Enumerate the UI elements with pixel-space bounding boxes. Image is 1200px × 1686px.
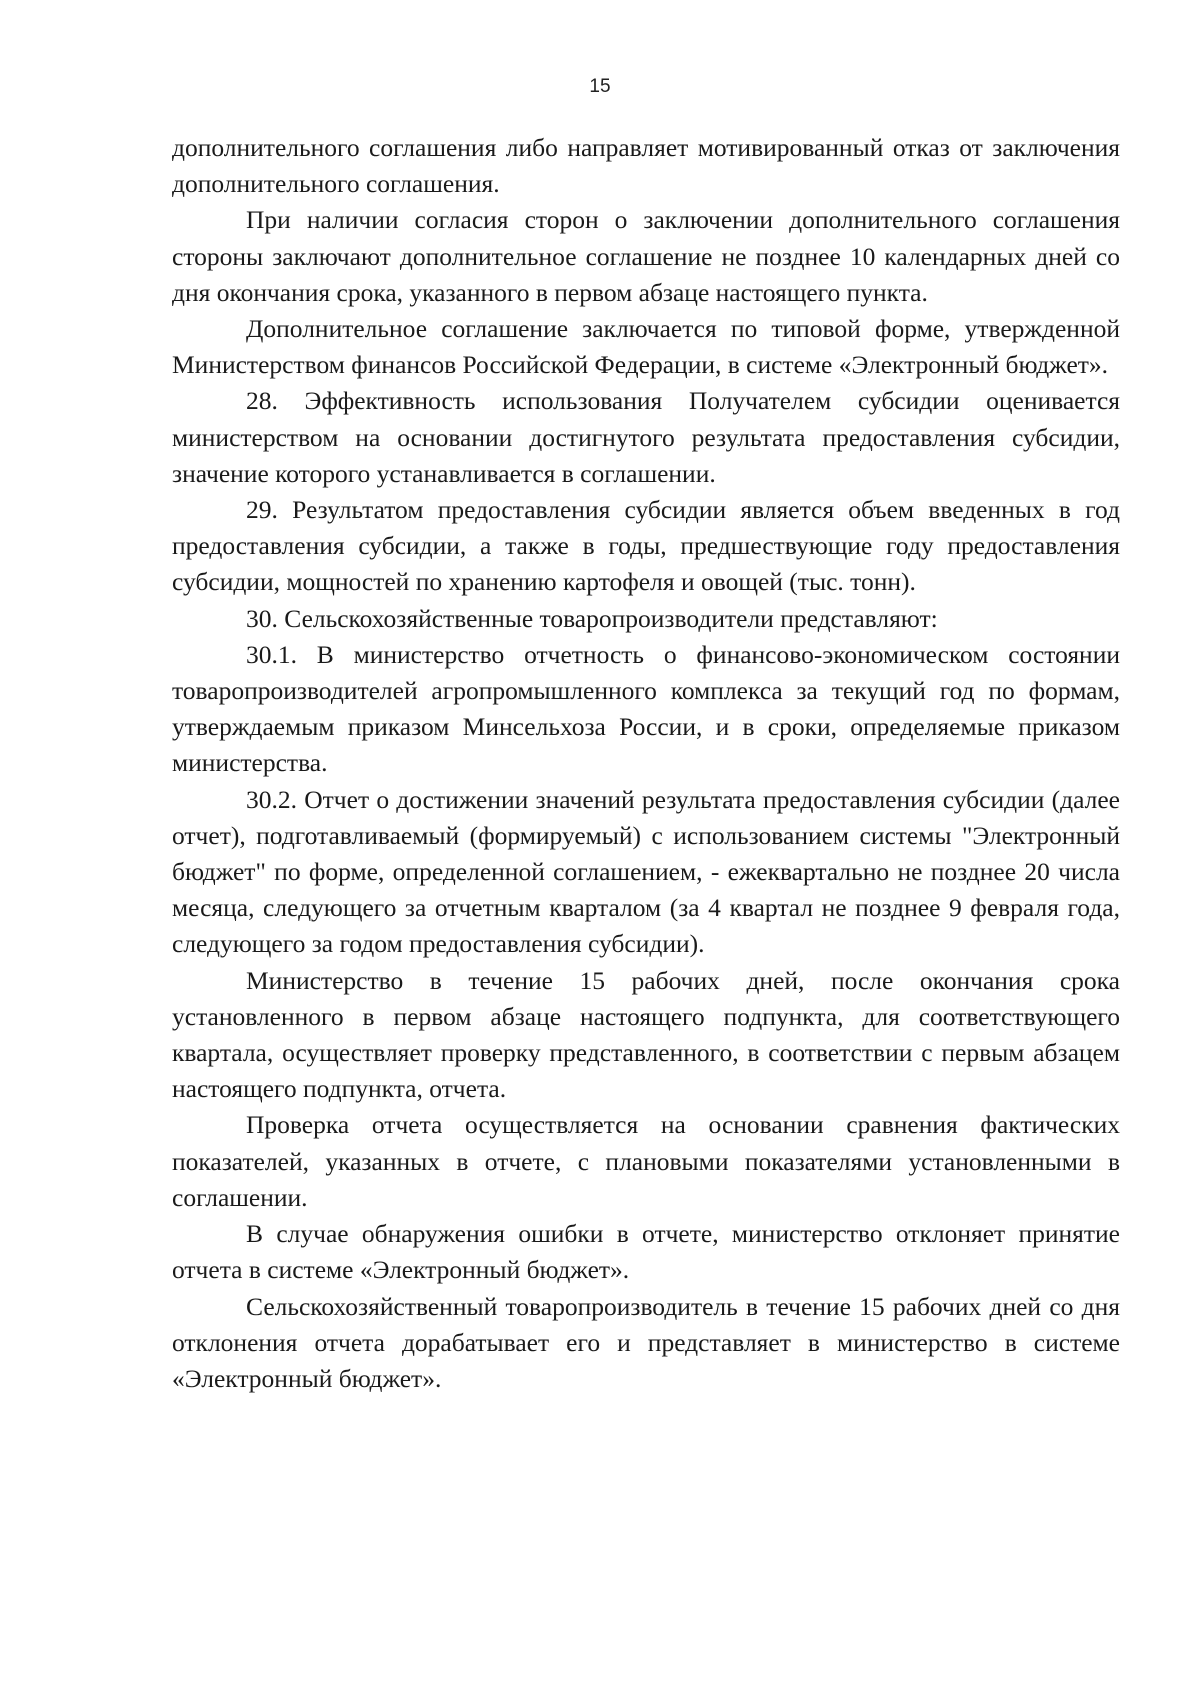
paragraph: Сельскохозяйственный товаропроизводитель в течение 15 рабочих дней со дня отклонения отчета дорабатывает его и представляет в министерство в системе «Электронный бюджет». xyxy=(172,1291,1120,1393)
paragraph: Проверка отчета осуществляется на основании сравнения фактических показателей, указанных в отчете, с плановыми показателями установленными в соглашении. xyxy=(172,1110,1120,1212)
paragraph-item-28: 28. Эффективность использования Получателем субсидии оценивается министерством на основании достигнутого результата предоставления субсидии, значение которого устанавливается в соглашении. xyxy=(172,386,1120,488)
paragraph-item-30-1: 30.1. В министерство отчетность о финансово-экономическом состоянии товаропроизводителей агропромышленного комплекса за текущий год по формам, утверждаемым приказом Минсельхоза России, и в сроки, определяемые приказом министерства. xyxy=(172,639,1120,778)
paragraph: дополнительного соглашения либо направляет мотивированный отказ от заключения дополнительного соглашения. xyxy=(172,133,1120,199)
paragraph: Дополнительное соглашение заключается по типовой форме, утвержденной Министерством финансов Российской Федерации, в системе «Электронный бюджет». xyxy=(172,314,1120,380)
paragraph-item-30-2: 30.2. Отчет о достижении значений результата предоставления субсидии (далее отчет), подготавливаемый (формируемый) с использованием системы "Электронный бюджет" по форме, определенной соглашением, - ежеквартально не позднее 20 числа месяца, следующего за отчетным кварталом (за 4 квартал не позднее 9 февраля года, следующего за годом предоставления субсидии). xyxy=(172,784,1120,959)
paragraph: При наличии согласия сторон о заключении дополнительного соглашения стороны заключают дополнительное соглашение не позднее 10 календарных дней со дня окончания срока, указанного в первом абзаце настоящего пункта. xyxy=(172,205,1120,307)
document-body xyxy=(172,130,1120,1397)
page-number: 15 xyxy=(589,76,611,97)
paragraph-item-30: 30. Сельскохозяйственные товаропроизводители представляют: xyxy=(246,603,938,633)
paragraph: Министерство в течение 15 рабочих дней, после окончания срока установленного в первом абзаце настоящего подпункта, для соответствующего квартала, осуществляет проверку представленного, в соответствии с первым абзацем настоящего подпункта, отчета. xyxy=(172,965,1120,1104)
paragraph: В случае обнаружения ошибки в отчете, министерство отклоняет принятие отчета в системе «Электронный бюджет». xyxy=(172,1219,1120,1285)
paragraph-item-29: 29. Результатом предоставления субсидии является объем введенных в год предоставления субсидии, а также в годы, предшествующие году предоставления субсидии, мощностей по хранению картофеля и овощей (тыс. тонн). xyxy=(172,495,1120,597)
